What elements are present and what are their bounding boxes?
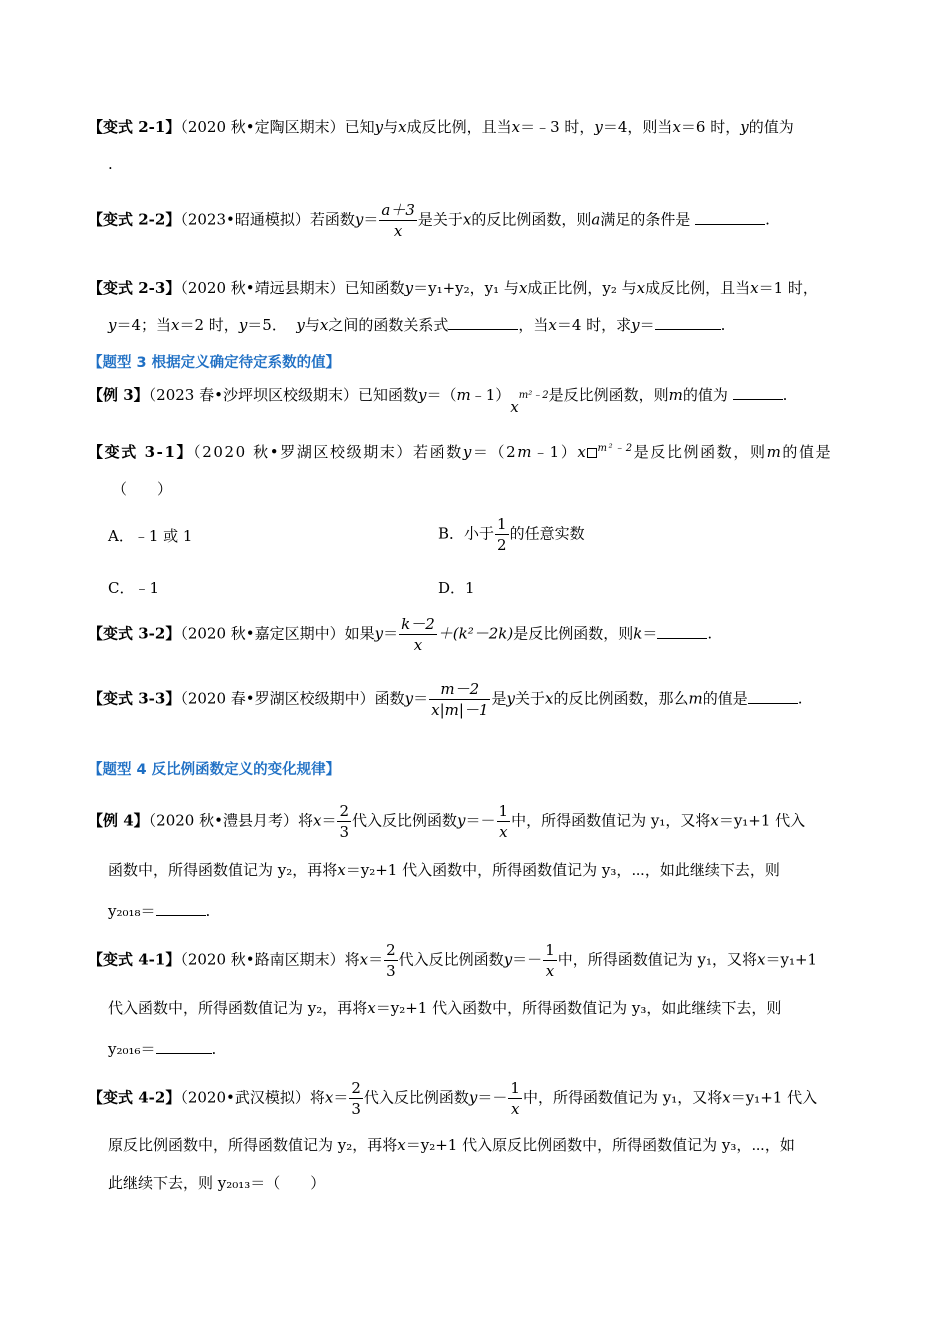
text: 代入反比例函数 (398, 950, 504, 969)
problem-example-3: 【例 3】（2023 春•沙坪坝区校级期末）已知函数$y=(m﹣1)x^{m^2﹣2}$是反比例函数，则m的值为 . (88, 383, 787, 418)
answer-dot: . (108, 155, 113, 173)
text: 代入反比例函数 (352, 811, 458, 830)
fraction (429, 679, 490, 720)
problem-tag: 【例 3】 (88, 386, 149, 404)
text: 代入反比例函数 (363, 1088, 469, 1107)
var-x: x (511, 118, 521, 136)
problem-tag: 【变式 2-1】 (88, 118, 181, 136)
text: ＝ (383, 624, 399, 643)
text: 若函数 (413, 443, 463, 461)
problem-tag: 【例 4】 (88, 811, 149, 830)
var-m: m (456, 386, 471, 404)
problem-source: （2023 春•沙坪坝区校级期末） (148, 386, 358, 404)
text: 与 (383, 118, 399, 136)
text: 代入函数中，所得函数值记为 y₂，再将 (108, 999, 368, 1017)
text: ＝－ (512, 950, 543, 969)
text: 中，所得函数值记为 y₁，又将 (522, 1088, 723, 1107)
numerator: m－2 (429, 679, 490, 700)
problem-variant-4-1-line3 (108, 1037, 216, 1060)
problem-source: （2020 秋•罗湖区校级期末） (193, 443, 414, 461)
problem-source: （2020 秋•定陶区期末） (180, 118, 345, 136)
answer-blank[interactable] (748, 687, 798, 704)
text: ＝y₁+1 (765, 950, 818, 969)
text: ＝－ (477, 1088, 508, 1107)
text: ，当 (518, 316, 549, 334)
problem-example-4-line3 (108, 899, 210, 922)
var-y: y (374, 624, 384, 643)
text: 已知 (344, 118, 375, 136)
numerator: 1 (497, 515, 507, 533)
text: 将 (309, 1088, 325, 1107)
text: ＝－ (465, 811, 496, 830)
problem-source: （2020 秋•路南区期末） (180, 950, 345, 969)
var-a: a (591, 210, 601, 229)
text: 是反比例函数，则 (633, 443, 767, 461)
text: 的任意实数 (509, 524, 585, 543)
power-base: x (510, 398, 519, 416)
text: 关于 (514, 689, 545, 708)
text: ＝6 时， (680, 118, 741, 136)
fraction (379, 200, 417, 241)
answer-blank[interactable] (156, 1037, 212, 1054)
text: 的值为 (682, 386, 728, 404)
text: ＝4；当 (116, 316, 172, 334)
power-expression (510, 390, 549, 418)
text: 是 (491, 689, 507, 708)
var-x: x (312, 811, 322, 830)
text: 中，所得函数值记为 y₁，又将 (511, 811, 711, 830)
text: ﹣1） (470, 386, 511, 404)
text: . (765, 210, 770, 229)
text: 满足的条件是 (600, 210, 691, 229)
text: . (205, 902, 211, 920)
text: 函数 (374, 689, 405, 708)
text: ＝﹣3 时， (520, 118, 595, 136)
fraction (399, 614, 437, 655)
fraction (508, 1078, 522, 1119)
text: ＝ (413, 689, 429, 708)
text: . (720, 316, 726, 334)
option-a[interactable]: A．﹣1 或 1 (108, 527, 193, 545)
problem-tag: 【变式 2-3】 (88, 279, 181, 297)
section-heading-4: 【题型 4 反比例函数定义的变化规律】 (88, 762, 341, 778)
numerator: 1 (510, 1079, 520, 1097)
text: 原反比例函数中，所得函数值记为 y₂，再将 (108, 1136, 398, 1154)
var-y: y (354, 210, 364, 229)
option-d[interactable]: D．1 (438, 579, 475, 597)
numerator: 1 (498, 802, 509, 820)
problem-source: （2020 秋•嘉定区期中） (180, 624, 345, 643)
text: ＝ (321, 811, 337, 830)
text: ＝y₂+1 代入函数中，所得函数值记为 y₃，⋯，如此继续下去，则 (345, 861, 780, 879)
text: y₂₀₁₈＝ (108, 902, 156, 920)
denominator: x (499, 823, 508, 841)
text: ＝y₁+1 代入 (718, 811, 806, 830)
fraction (349, 1078, 363, 1119)
text: 是关于 (417, 210, 463, 229)
problem-example-4: 【例 4】（2020 秋•澧县月考）将x＝ $\frac{2}{3}$ 代入反比例函数y＝－ $\frac{1}{x}$ 中，所得函数值记为 y₁，又将x＝y₁+1 代入 (88, 802, 806, 841)
problem-source: （2020•武汉模拟） (180, 1088, 310, 1107)
text: 之间的函数关系式 (328, 316, 449, 334)
text: 与 (304, 316, 320, 334)
text: ＝ (639, 316, 655, 334)
text: 函数中，所得函数值记为 y₂，再将 (108, 861, 338, 879)
var-y: y (594, 118, 603, 136)
text: ＝4 时，求 (556, 316, 632, 334)
var-x: x (398, 118, 407, 136)
text: . (707, 624, 713, 643)
text: 将 (344, 950, 360, 969)
problem-source: （2020 秋•靖远县期末） (180, 279, 345, 297)
denominator: x (510, 1100, 520, 1118)
text: ＝（ (426, 386, 457, 404)
text: 的反比例函数，则 (471, 210, 592, 229)
text: ＝ (642, 624, 658, 643)
text: ＝ (363, 210, 379, 229)
text: ＝y₂+1 代入函数中，所得函数值记为 y₃，如此继续下去，则 (375, 999, 782, 1017)
text: 中，所得函数值记为 y₁，又将 (557, 950, 757, 969)
denominator: x (413, 636, 423, 654)
answer-blank[interactable] (655, 313, 721, 330)
problem-variant-4-2: 【变式 4-2】（2020•武汉模拟）将x＝ $\frac{2}{3}$ 代入反比例函数y＝－ $\frac{1}{x}$ 中，所得函数值记为 y₁，又将x＝y₁+1 代入 (88, 1079, 818, 1118)
fraction (337, 801, 351, 842)
problem-variant-4-1-line2: 代入函数中，所得函数值记为 y₂，再将x＝y₂+1 代入函数中，所得函数值记为 y₃，如此继续下去，则 (108, 999, 782, 1017)
text: 的反比例函数，那么 (553, 689, 689, 708)
text: . (782, 386, 788, 404)
problem-tag: 【变式 2-2】 (88, 210, 181, 229)
denominator: x (545, 962, 555, 980)
problem-source: （2020 秋•澧县月考） (148, 811, 298, 830)
var-y: y (457, 811, 466, 830)
text: ＝2 时， (179, 316, 239, 334)
text: ＝4，则当 (602, 118, 673, 136)
text: 将 (297, 811, 313, 830)
text: ＝y₁+1 代入 (730, 1088, 818, 1107)
text: 如果 (344, 624, 375, 643)
placeholder-box (587, 448, 597, 458)
problem-tag: 【变式 3-2】 (88, 624, 181, 643)
numerator: k－2 (401, 615, 435, 633)
denominator: 2 (497, 536, 507, 554)
text: . (211, 1040, 217, 1058)
text: ＝（2 (472, 443, 518, 461)
answer-blank[interactable] (156, 899, 206, 916)
power-base: x (577, 443, 588, 461)
text: ＝y₁+y₂，y₁ 与 (413, 279, 519, 297)
text: 是反比例函数，则 (513, 624, 634, 643)
text: 已知函数 (344, 279, 405, 297)
problem-tag: 【变式 3-3】 (88, 689, 181, 708)
fraction (495, 514, 509, 555)
denominator: x (393, 222, 403, 240)
answer-paren[interactable]: （ ） (112, 480, 173, 498)
answer-blank[interactable] (695, 208, 765, 225)
text: 的值是 (782, 443, 833, 461)
problem-tag: 【变式 4-1】 (88, 950, 181, 969)
fraction (497, 801, 511, 842)
answer-blank[interactable] (657, 622, 707, 639)
var-y: y (740, 118, 749, 136)
numerator: 2 (386, 941, 396, 959)
power-exponent: m²﹣2 (597, 443, 634, 454)
problem-variant-4-1: 【变式 4-1】（2020 秋•路南区期末）将x＝ $\frac{2}{3}$ 代入反比例函数y＝－ $\frac{1}{x}$ 中，所得函数值记为 y₁，又将x＝y₁+1 (88, 941, 818, 980)
problem-tag: 【变式 3-1】 (88, 443, 194, 461)
var-x: x (672, 118, 681, 136)
problem-variant-2-2: 【变式 2-2】（2023•昭通模拟）若函数y＝ $\frac{a+3}{x}$ 是关于x的反比例函数，则a满足的条件是 . (88, 201, 770, 240)
problem-variant-3-1: 【变式 3-1】（2020 秋•罗湖区校级期末）若函数y＝（2m﹣1）x $^{m^2﹣2}$是反比例函数，则m的值是 (88, 443, 833, 461)
text: 成反比例，且当 (406, 118, 512, 136)
text: 已知函数 (357, 386, 418, 404)
problem-variant-3-2 (88, 614, 712, 655)
text: ＝y₂+1 代入原反比例函数中，所得函数值记为 y₃，⋯，如 (405, 1136, 795, 1154)
expression: ＋(k²－2k) (437, 624, 514, 643)
var-y: y (404, 689, 414, 708)
numerator: a＋3 (381, 201, 415, 219)
problem-tag: 【变式 4-2】 (88, 1088, 181, 1107)
text: 成反比例，且当 (645, 279, 751, 297)
text: ﹣1） (533, 443, 578, 461)
problem-variant-4-2-line2: 原反比例函数中，所得函数值记为 y₂，再将x＝y₂+1 代入原反比例函数中，所得函数值记为 y₃，⋯，如 (108, 1136, 795, 1154)
text: 若函数 (309, 210, 355, 229)
denominator: 3 (386, 962, 396, 980)
problem-source: （2023•昭通模拟） (180, 210, 310, 229)
fraction (543, 940, 557, 981)
problem-variant-2-3: 【变式 2-3】（2020 秋•靖远县期末）已知函数y＝y₁+y₂，y₁ 与x成正比例，y₂ 与x成反比例，且当x＝1 时， (88, 279, 818, 297)
problem-variant-3-3: 【变式 3-3】（2020 春•罗湖区校级期中）函数y＝ $\frac{m-2}{x|m|-1}$ 是y关于x的反比例函数，那么m的值是 . (88, 680, 803, 719)
problem-source: （2020 春•罗湖区校级期中） (180, 689, 375, 708)
denominator: x|m|－1 (431, 701, 489, 719)
numerator: 2 (351, 1079, 361, 1097)
text: ＝5． (247, 316, 287, 334)
answer-blank[interactable] (733, 383, 783, 400)
text: 的值是 (702, 689, 748, 708)
text: 的值为 (748, 118, 794, 136)
text: 成正比例，y₂ 与 (527, 279, 637, 297)
problem-example-4-line2: 函数中，所得函数值记为 y₂，再将x＝y₂+1 代入函数中，所得函数值记为 y₃，⋯，如此继续下去，则 (108, 861, 780, 879)
numerator: 2 (339, 802, 350, 820)
problem-variant-2-3-line2: y＝4；当x＝2 时，y＝5． y与x之间的函数关系式 ，当x＝4 时，求y＝ . (108, 313, 725, 336)
option-c[interactable]: C．﹣1 (108, 579, 160, 597)
power-exponent: m²﹣2 (518, 390, 549, 401)
option-b[interactable] (438, 514, 585, 555)
fraction (384, 940, 398, 981)
answer-blank[interactable] (448, 313, 518, 330)
numerator: 1 (545, 941, 555, 959)
text: B．小于 (438, 524, 495, 543)
text: y₂₀₁₆＝ (108, 1040, 156, 1058)
text: ＝1 时， (758, 279, 818, 297)
denominator: 3 (351, 1100, 361, 1118)
var-y: y (374, 118, 384, 136)
text: . (797, 689, 803, 708)
text: 是反比例函数，则 (548, 386, 669, 404)
section-heading-3: 【题型 3 根据定义确定待定系数的值】 (88, 355, 341, 371)
denominator: 3 (339, 823, 350, 841)
var-k: k (633, 624, 643, 643)
problem-variant-2-1 (88, 116, 794, 138)
problem-variant-4-2-line3: 此继续下去，则 y₂₀₁₃＝（ ） (108, 1174, 326, 1192)
